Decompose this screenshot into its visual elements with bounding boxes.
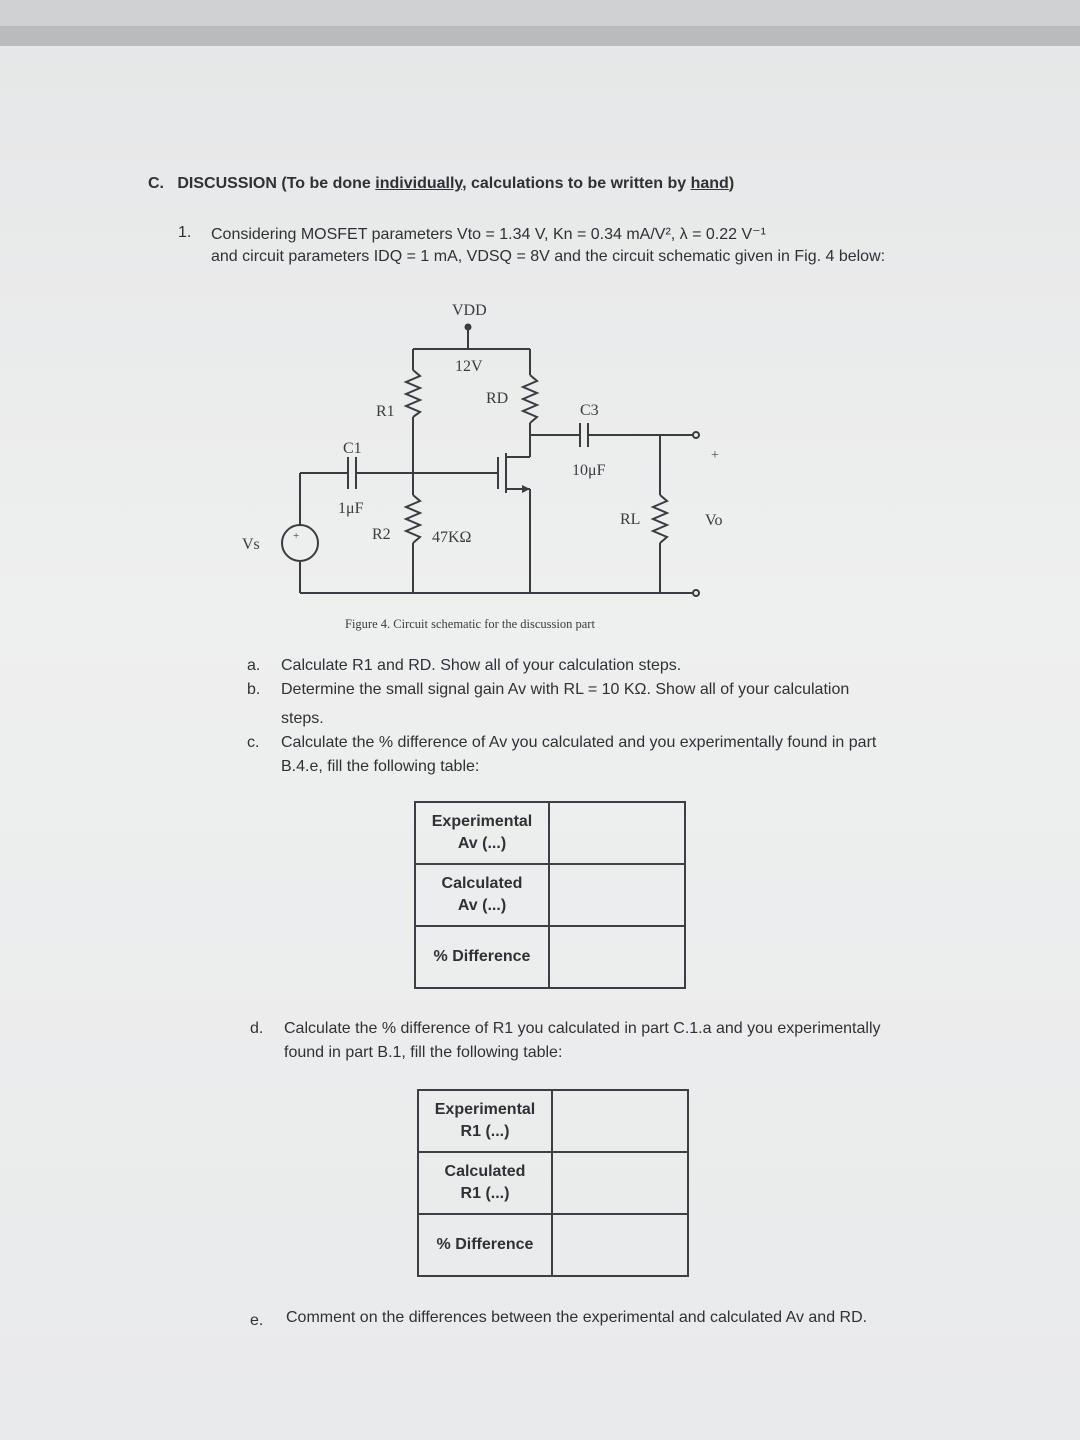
label-r2: R2: [372, 526, 391, 543]
label-plus: +: [711, 448, 719, 463]
mosfet-arrow: [522, 485, 530, 493]
label-r1: R1: [376, 403, 395, 420]
question-line-1: Considering MOSFET parameters Vto = 1.34 V, Kn = 0.34 mA/V², λ = 0.22 V⁻¹: [211, 226, 766, 243]
item-e-letter: e.: [250, 1312, 264, 1329]
top-bar: [0, 26, 1080, 46]
table-row: [415, 864, 685, 926]
rl-resistor: [653, 495, 667, 543]
section-title: DISCUSSION (To be done: [177, 175, 376, 192]
rd-resistor: [523, 375, 537, 423]
av-difference-label: % Difference: [415, 926, 549, 988]
table-row: [418, 1214, 688, 1276]
av-experimental-line-1: Experimental: [431, 813, 533, 830]
av-calculated-value-cell[interactable]: [549, 864, 685, 926]
r1-difference-label: % Difference: [418, 1214, 552, 1276]
table-row: [415, 926, 685, 988]
label-vo: Vo: [705, 512, 723, 529]
label-rd: RD: [486, 390, 509, 407]
label-c1-value: 1μF: [338, 500, 364, 517]
item-d-text: Calculate the % difference of R1 you calculated in part C.1.a and you experimentally: [284, 1020, 881, 1037]
item-d-letter: d.: [250, 1020, 264, 1037]
r1-calculated-value-cell[interactable]: [552, 1152, 688, 1214]
label-rl: RL: [620, 511, 641, 528]
av-calculated-line-1: Calculated: [441, 875, 523, 892]
vs-source: [282, 525, 318, 561]
section-title-underline-2: hand: [690, 175, 729, 192]
r1-calculated-line-1: Calculated: [444, 1163, 526, 1180]
av-experimental-line-2: Av (...): [457, 835, 507, 852]
item-c-letter: c.: [247, 734, 260, 751]
av-calculated-line-2: Av (...): [457, 897, 507, 914]
av-experimental-value-cell[interactable]: [549, 802, 685, 864]
circuit-schematic: [230, 295, 750, 635]
vdd-terminal: [466, 325, 471, 330]
figure-caption: Figure 4. Circuit schematic for the discussion part: [345, 617, 595, 631]
question-line-2: and circuit parameters IDQ = 1 mA, VDSQ = 8V and the circuit schematic given in Fig. 4 below:: [211, 248, 886, 265]
r1-calculated-label: [418, 1152, 552, 1214]
label-vs: Vs: [242, 536, 260, 553]
label-vdd: VDD: [452, 302, 487, 319]
label-c3-value: 10μF: [572, 462, 606, 479]
item-c-text: Calculate the % difference of Av you calculated and you experimentally found in part: [281, 734, 877, 751]
item-c-text-2: B.4.e, fill the following table:: [281, 758, 480, 775]
r1-experimental-label: [418, 1090, 552, 1152]
label-c3: C3: [580, 402, 599, 419]
r1-experimental-line-2: R1 (...): [460, 1123, 510, 1140]
r1-calculated-line-2: R1 (...): [460, 1185, 510, 1202]
table-row: [418, 1152, 688, 1214]
r2-resistor: [406, 495, 420, 543]
item-b-text-2: steps.: [281, 710, 324, 727]
section-heading: [148, 175, 734, 193]
r1-resistor: [406, 370, 420, 417]
item-a-text: Calculate R1 and RD. Show all of your calculation steps.: [281, 657, 682, 674]
label-r2-value: 47KΩ: [432, 529, 472, 546]
r1-experimental-value-cell[interactable]: [552, 1090, 688, 1152]
av-difference-value-cell[interactable]: [549, 926, 685, 988]
r1-comparison-table: [417, 1089, 689, 1277]
r1-difference-value-cell[interactable]: [552, 1214, 688, 1276]
item-e-text: Comment on the differences between the experimental and calculated Av and RD.: [286, 1309, 868, 1326]
vo-terminal-top: [693, 432, 699, 438]
item-d-text-2: found in part B.1, fill the following table:: [284, 1044, 563, 1061]
r1-experimental-line-1: Experimental: [434, 1101, 536, 1118]
section-prefix: C.: [148, 175, 164, 192]
label-12v: 12V: [455, 358, 483, 375]
vs-plus-sign: +: [293, 530, 300, 542]
table-row: [415, 802, 685, 864]
section-title-end: ): [728, 175, 735, 192]
section-title-underline-1: individually: [375, 175, 463, 192]
item-a-letter: a.: [247, 657, 261, 674]
label-c1: C1: [343, 440, 362, 457]
av-calculated-label: [415, 864, 549, 926]
item-b-text: Determine the small signal gain Av with RL = 10 KΩ. Show all of your calculation: [281, 681, 850, 698]
table-row: [418, 1090, 688, 1152]
vo-terminal-bottom: [693, 590, 699, 596]
question-number: 1.: [178, 224, 192, 241]
av-experimental-label: [415, 802, 549, 864]
item-b-letter: b.: [247, 681, 261, 698]
section-title-mid: , calculations to be written by: [462, 175, 691, 192]
av-comparison-table: [414, 801, 686, 989]
